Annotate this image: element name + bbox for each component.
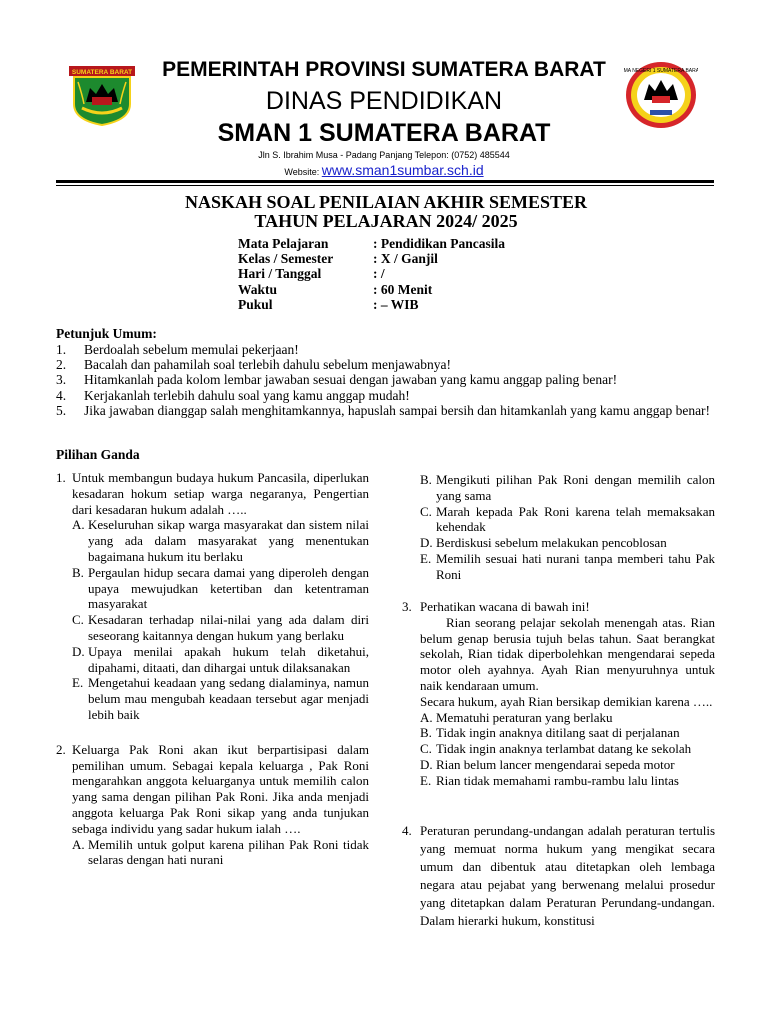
option-letter: B. [420,472,432,487]
item-text: Bacalah dan pahamilah soal terlebih dahulu sebelum menjawabnya! [84,357,451,373]
question-text: Peraturan perundang-undangan adalah peraturan tertulis yang memuat norma hukum yang mengikat secara umum dan dibentuk atau ditetapkan oleh lembaga negara atau pejabat yang berwenang melalui prosedur yang ditetapkan dalam Peraturan Perundang-undangan. Dalam hierarki hukum, konstitusi [420,823,715,928]
option-letter: A. [420,709,433,725]
option-b[interactable] [72,565,369,612]
option-letter: C. [420,741,432,757]
question-passage: Rian seorang pelajar sekolah menengah atas. Rian belum genap berusia tujuh belas tahun. Saat berangkat sekolah, Rian tidak diperbolehkan mengendarai sepeda motor oleh ayahnya. Ayah Rian menyuruhnya untuk naik kendaraan umum. [420,614,715,693]
website-label: Website: [284,167,320,177]
header-government: PEMERINTAH PROVINSI SUMATERA BARAT [162,58,606,81]
info-row [238,251,505,266]
option-text: Memilih untuk golput karena pilihan Pak Roni tidak selaras dengan hati nurani [88,836,369,868]
option-letter: B. [72,564,84,580]
option-letter: C. [72,612,84,628]
option-b[interactable] [420,725,715,741]
option-letter: B. [420,725,432,741]
option-e[interactable] [420,773,715,789]
list-item [56,372,716,387]
item-number: 4. [56,387,67,403]
option-letter: D. [72,643,85,659]
item-text: Jika jawaban dianggap salah menghitamkannya, hapuslah sampai bersih dan hitamkanlah yang kamu anggap benar! [84,402,711,418]
option-text: Keseluruhan sikap warga masyarakat dan sistem nilai yang ada dalam masyarakat yang menentukan bagaimana hukum itu berlaku [88,517,369,564]
info-key: Waktu [238,281,278,297]
item-text: Hitamkanlah pada kolom lembar jawaban sesuai dengan jawaban yang kamu anggap paling benar! [84,372,618,388]
info-key: Kelas / Semester [238,251,334,267]
exam-info [238,236,505,312]
info-row [238,266,505,281]
question-3 [402,599,715,789]
option-text: Marah kepada Pak Roni karena telah memaksakan kehendak [436,503,715,535]
emblem-banner-text: SUMATERA BARAT [71,69,133,76]
info-row [238,297,505,312]
option-letter: E. [420,550,432,566]
option-letter: E. [420,772,432,788]
info-value: : – WIB [373,296,419,312]
right-column-options [420,472,715,583]
option-c[interactable] [420,741,715,757]
header-address: Jln S. Ibrahim Musa - Padang Panjang Telepon: (0752) 485544 [258,150,510,160]
option-letter: E. [72,675,84,691]
item-number: 1. [56,342,67,357]
list-item [56,388,716,403]
option-text: Mengikuti pilihan Pak Roni dengan memilih calon yang sama [436,472,715,503]
option-e[interactable] [72,675,369,722]
info-value: : X / Ganjil [373,251,438,267]
item-number: 5. [56,402,67,418]
header-divider-thin [56,185,714,186]
option-letter: D. [420,535,433,551]
question-intro: Perhatikan wacana di bawah ini! [420,599,590,614]
school-logo-ring-text: SMA NEGERI 1 SUMATERA BARAT [624,68,698,74]
question-4 [402,822,715,930]
exam-title: NASKAH SOAL PENILAIAN AKHIR SEMESTER [184,192,588,212]
question-number: 4. [402,823,412,838]
option-text: Rian tidak memahami rambu-rambu lalu lintas [436,772,679,788]
instructions-heading: Petunjuk Umum: [56,326,157,341]
option-a[interactable] [420,710,715,726]
instructions-list [56,342,716,418]
info-value: : Pendidikan Pancasila [373,236,506,251]
option-letter: A. [72,517,85,533]
info-row [238,282,505,297]
option-b[interactable] [420,472,715,504]
header-school: SMAN 1 SUMATERA BARAT [217,119,551,147]
option-text: Upaya menilai apakah hukum telah diketahui, dipahami, ditaati, dan dihargai untuk dilaksanakan [88,643,369,675]
website-link[interactable]: www.sman1sumbar.sch.id [321,162,484,178]
option-text: Mengetahui keadaan yang sedang dialaminya, namun belum mau mengubah keadaan tersebut agar menjadi lebih baik [88,675,369,722]
list-item [56,403,716,418]
option-text: Berdiskusi sebelum melakukan pencoblosan [436,535,667,551]
question-text: Secara hukum, ayah Rian bersikap demikian karena ….. [420,693,713,709]
question-text: Keluarga Pak Roni akan ikut berpartisipasi dalam pemilihan umum. Sebagai kepala keluarga , Pak Roni mengarahkan anggota keluarganya untuk memilih calon yang sama dengan pilihan Pak Roni. Jika anda menjadi anggota keluarga Pak Roni sikap yang anda tunjukan sebaga individu yang sadar hukum ialah …. [72,741,369,836]
header-divider-thick [56,180,714,183]
header-agency: DINAS PENDIDIKAN [265,87,503,115]
option-d[interactable] [420,757,715,773]
question-number: 1. [56,470,66,485]
item-text: Kerjakanlah terlebih dahulu soal yang kamu anggap mudah! [84,387,410,403]
info-key: Hari / Tanggal [238,266,322,282]
question-number: 2. [56,741,66,757]
option-letter: C. [420,503,432,519]
info-key: Mata Pelajaran [238,236,329,251]
option-a[interactable] [72,517,369,564]
option-text: Rian belum lancer mengendarai sepeda motor [436,756,675,772]
item-number: 3. [56,372,67,388]
info-value: : / [373,266,385,282]
option-text: Tidak ingin anaknya terlambat datang ke sekolah [436,741,692,757]
option-text: Memilih sesuai hati nurani tanpa memberi tahu Pak Roni [436,550,715,582]
question-text: Untuk membangun budaya hukum Pancasila, diperlukan kesadaran hokum setiap warga negaranya, Pengertian dari kesadaran hukum adalah ….. [72,470,369,517]
question-number: 3. [402,599,412,614]
option-text: Tidak ingin anaknya ditilang saat di perjalanan [436,725,680,741]
exam-year: TAHUN PELAJARAN 2024/ 2025 [254,211,518,231]
option-c[interactable] [72,612,369,644]
option-a[interactable] [72,837,369,869]
list-item [56,342,716,357]
info-row [238,236,505,251]
header-website [0,162,768,178]
question-2 [56,742,369,868]
option-letter: D. [420,756,433,772]
option-letter: A. [72,836,85,852]
item-number: 2. [56,357,67,373]
question-1 [56,470,369,723]
option-text: Pergaulan hidup secara damai yang diperoleh dengan upaya mewujudkan ketertiban dan ketentraman masyarakat [88,564,369,612]
option-d[interactable] [420,535,715,551]
section-multiple-choice: Pilihan Ganda [56,447,140,462]
option-d[interactable] [72,644,369,676]
left-column [56,470,369,868]
info-value: : 60 Menit [373,281,433,297]
option-text: Kesadaran terhadap nilai-nilai yang ada dalam diri seseorang kaitannya dengan hukum yang berlaku [88,612,369,643]
list-item [56,357,716,372]
option-e[interactable] [420,551,715,583]
option-text: Mematuhi peraturan yang berlaku [436,709,613,725]
option-c[interactable] [420,504,715,536]
info-key: Pukul [238,296,273,312]
item-text: Berdoalah sebelum memulai pekerjaan! [84,342,299,357]
